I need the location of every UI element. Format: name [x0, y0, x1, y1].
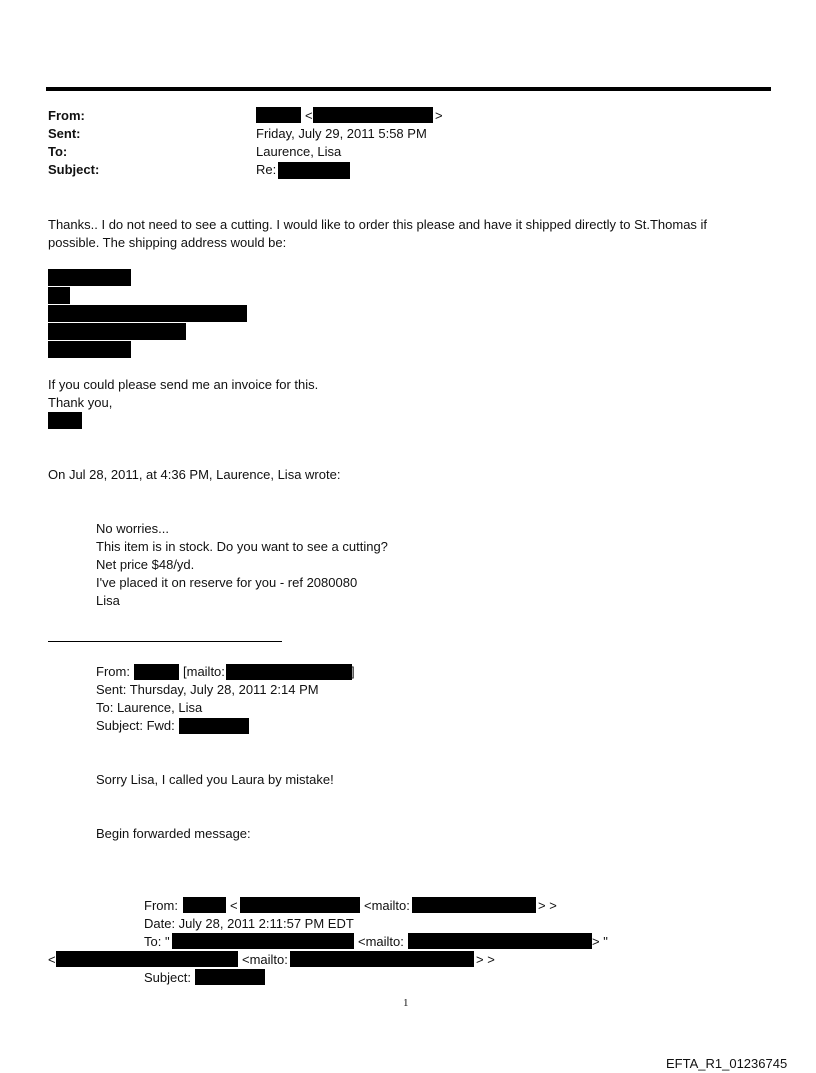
- redaction-fwd2-mailto-email: [412, 897, 536, 913]
- redaction-fwd2-name: [183, 897, 226, 913]
- fwd2-cc-lt: <: [48, 952, 56, 967]
- redaction-fwd2-to-name: [172, 933, 354, 949]
- redaction-fwd2-subject: [195, 969, 265, 985]
- subject-prefix: Re:: [256, 162, 277, 177]
- redaction-address-4: [48, 323, 186, 340]
- redaction-address-5: [48, 341, 131, 358]
- subject-label: Subject:: [48, 162, 100, 177]
- invoice-line: If you could please send me an invoice for this.: [48, 377, 319, 392]
- from-label: From:: [48, 108, 85, 123]
- fwd1-begin-line: Begin forwarded message:: [96, 826, 251, 841]
- fwd2-from-label: From:: [144, 898, 178, 913]
- redaction-from-email: [313, 107, 433, 123]
- quote-line: I've placed it on reserve for you - ref 2080080: [96, 575, 358, 590]
- fwd1-mailto-close: ]: [351, 664, 355, 679]
- fwd2-subject-label: Subject:: [144, 970, 191, 985]
- redaction-fwd2-email: [240, 897, 360, 913]
- redaction-fwd2-cc-name: [56, 951, 238, 967]
- fwd2-cc-mailto: <mailto:: [242, 952, 288, 967]
- fwd1-to-line: To: Laurence, Lisa: [96, 700, 203, 715]
- body-line-1: Thanks.. I do not need to see a cutting. I would like to order this please and have it shipped directly to St.Thomas if: [48, 217, 708, 232]
- redaction-from-name: [256, 107, 301, 123]
- to-label: To:: [48, 144, 68, 159]
- quote-line: No worries...: [96, 521, 169, 536]
- separator-rule: [48, 641, 282, 642]
- fwd2-cc-close: > >: [476, 952, 495, 967]
- fwd1-subject-prefix: Subject: Fwd:: [96, 718, 175, 733]
- redaction-fwd2-cc-email: [290, 951, 474, 967]
- fwd2-to-close: > ": [592, 934, 608, 949]
- fwd2-to-label: To: ": [144, 934, 170, 949]
- thanks-line: Thank you,: [48, 395, 113, 410]
- quote-line: This item is in stock. Do you want to see a cutting?: [96, 539, 388, 554]
- header-rule: [46, 87, 771, 91]
- fwd2-lt: <: [230, 898, 238, 913]
- redaction-fwd1-subject: [179, 718, 249, 734]
- document-id: EFTA_R1_01236745: [666, 1056, 788, 1071]
- sent-value: Friday, July 29, 2011 5:58 PM: [256, 126, 427, 141]
- redaction-address-3: [48, 305, 247, 322]
- fwd2-to-mailto: <mailto:: [358, 934, 404, 949]
- redaction-subject: [278, 162, 350, 179]
- fwd2-date-line: Date: July 28, 2011 2:11:57 PM EDT: [144, 916, 354, 931]
- quote-line: Net price $48/yd.: [96, 557, 195, 572]
- redaction-signature: [48, 412, 82, 429]
- fwd2-mailto: <mailto:: [364, 898, 410, 913]
- fwd1-sorry-line: Sorry Lisa, I called you Laura by mistake!: [96, 772, 334, 787]
- quote-line: Lisa: [96, 593, 120, 608]
- redaction-fwd2-to-email: [408, 933, 592, 949]
- fwd1-mailto-open: [mailto:: [183, 664, 225, 679]
- quote-intro: On Jul 28, 2011, at 4:36 PM, Laurence, Lisa wrote:: [48, 467, 341, 482]
- body-line-2: possible. The shipping address would be:: [48, 235, 287, 250]
- redaction-fwd1-name: [134, 664, 179, 680]
- redaction-address-1: [48, 269, 131, 286]
- fwd2-gtgt: > >: [538, 898, 557, 913]
- from-lt: <: [305, 108, 313, 123]
- fwd1-sent-line: Sent: Thursday, July 28, 2011 2:14 PM: [96, 682, 319, 697]
- fwd1-from-label: From:: [96, 664, 130, 679]
- to-value: Laurence, Lisa: [256, 144, 342, 159]
- from-gt: >: [435, 108, 443, 123]
- redaction-address-2: [48, 287, 70, 304]
- sent-label: Sent:: [48, 126, 81, 141]
- redaction-fwd1-email: [226, 664, 352, 680]
- page-number: 1: [403, 997, 409, 1009]
